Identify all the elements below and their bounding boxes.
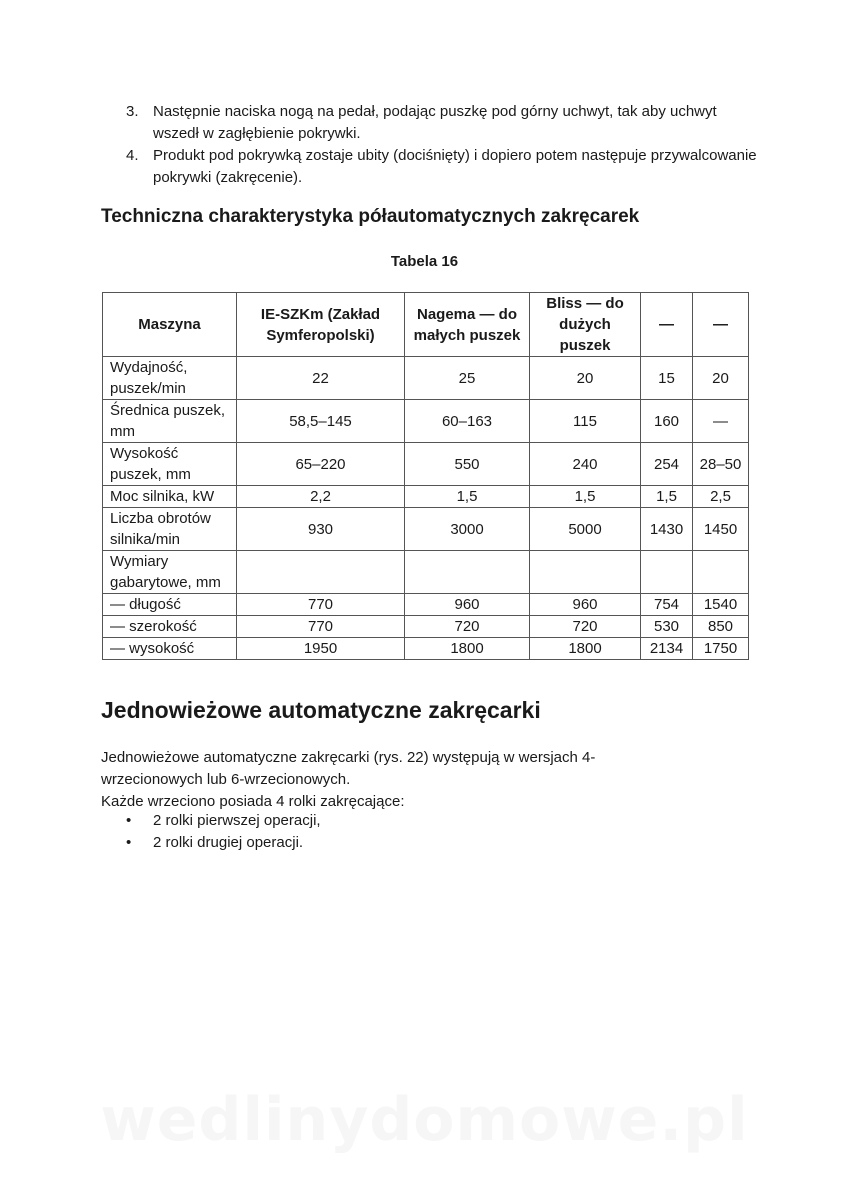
table-cell: [405, 551, 530, 594]
table-row: [103, 357, 749, 400]
table-cell: 770: [237, 594, 405, 616]
main-heading: Jednowieżowe automatyczne zakręcarki: [101, 697, 541, 723]
list-item: [126, 145, 766, 189]
table-cell: 22: [237, 357, 405, 400]
header-cell: IE-SZKm (Zakład Symferopolski): [237, 293, 405, 357]
table-cell: 754: [641, 594, 693, 616]
table-row: [103, 551, 749, 594]
table-cell: 930: [237, 508, 405, 551]
paragraph-line: Każde wrzeciono posiada 4 rolki zakręcające:: [101, 793, 405, 810]
header-cell: —: [641, 293, 693, 357]
paragraph-line: Jednowieżowe automatyczne zakręcarki (rys. 22) występują w wersjach 4-wrzecionowych lub 6-wrzecionowych.: [101, 749, 596, 788]
row-label: — wysokość: [103, 638, 237, 660]
table-header-row: [103, 293, 749, 357]
row-label: — szerokość: [103, 616, 237, 638]
table-row: [103, 400, 749, 443]
spec-table: [102, 292, 749, 660]
table-cell: 550: [405, 443, 530, 486]
list-item: [126, 832, 321, 854]
table-cell: 115: [530, 400, 641, 443]
table-cell: 1,5: [641, 486, 693, 508]
table-cell: 1800: [530, 638, 641, 660]
table-row: [103, 443, 749, 486]
table-cell: 5000: [530, 508, 641, 551]
table-cell: 530: [641, 616, 693, 638]
bullet-icon: •: [126, 834, 132, 851]
table-cell: 20: [693, 357, 749, 400]
table-cell: 720: [530, 616, 641, 638]
table-cell: 1450: [693, 508, 749, 551]
header-cell: Bliss — do dużych puszek: [530, 293, 641, 357]
table-cell: 1,5: [405, 486, 530, 508]
table-cell: 28–50: [693, 443, 749, 486]
table-cell: 960: [405, 594, 530, 616]
table-row: [103, 486, 749, 508]
table-cell: 2,5: [693, 486, 749, 508]
list-text: Produkt pod pokrywką zostaje ubity (dociśnięty) i dopiero potem następuje przywalcowanie pokrywki (zakręcenie).: [153, 147, 757, 186]
table-cell: 2134: [641, 638, 693, 660]
table-cell: 60–163: [405, 400, 530, 443]
table-cell: 720: [405, 616, 530, 638]
table-cell: 770: [237, 616, 405, 638]
table-row: [103, 638, 749, 660]
table-cell: 25: [405, 357, 530, 400]
table-cell: 850: [693, 616, 749, 638]
table-cell: 960: [530, 594, 641, 616]
section-heading: Techniczna charakterystyka półautomatycznych zakręcarek: [101, 206, 640, 227]
table-cell: [237, 551, 405, 594]
table-cell: 1430: [641, 508, 693, 551]
list-text: 2 rolki drugiej operacji.: [153, 834, 304, 851]
table-cell: —: [693, 400, 749, 443]
list-item: [126, 810, 321, 832]
table-cell: [530, 551, 641, 594]
table-cell: 1,5: [530, 486, 641, 508]
header-cell: Nagema — do małych puszek: [405, 293, 530, 357]
row-label: Średnica puszek, mm: [103, 400, 237, 443]
table-cell: 1540: [693, 594, 749, 616]
table-row: [103, 616, 749, 638]
row-label: Wysokość puszek, mm: [103, 443, 237, 486]
table-cell: 2,2: [237, 486, 405, 508]
table-cell: [693, 551, 749, 594]
list-number: 4.: [126, 147, 139, 164]
table-cell: 1750: [693, 638, 749, 660]
row-label: Moc silnika, kW: [103, 486, 237, 508]
table-cell: 3000: [405, 508, 530, 551]
table-caption: Tabela 16: [390, 253, 459, 270]
row-label: Wymiary gabarytowe, mm: [103, 551, 237, 594]
table-row: [103, 594, 749, 616]
row-label: — długość: [103, 594, 237, 616]
watermark: wedlinydomowe.pl: [100, 1085, 749, 1155]
table-cell: 1800: [405, 638, 530, 660]
table-row: [103, 508, 749, 551]
table-cell: 254: [641, 443, 693, 486]
table-cell: 58,5–145: [237, 400, 405, 443]
header-cell: —: [693, 293, 749, 357]
table-cell: [641, 551, 693, 594]
bullet-icon: •: [126, 812, 132, 829]
body-paragraph: [101, 747, 661, 813]
list-item: [126, 101, 766, 145]
bullet-list: [126, 810, 321, 854]
row-label: Wydajność, puszek/min: [103, 357, 237, 400]
row-label: Liczba obrotów silnika/min: [103, 508, 237, 551]
table-cell: 1950: [237, 638, 405, 660]
numbered-steps: [126, 101, 766, 189]
list-text: 2 rolki pierwszej operacji,: [153, 812, 321, 829]
header-cell: Maszyna: [103, 293, 237, 357]
list-text: Następnie naciska nogą na pedał, podając puszkę pod górny uchwyt, tak aby uchwyt wszedł w zagłębienie pokrywki.: [153, 103, 717, 142]
table-cell: 65–220: [237, 443, 405, 486]
table-cell: 160: [641, 400, 693, 443]
table-cell: 15: [641, 357, 693, 400]
table-cell: 20: [530, 357, 641, 400]
list-number: 3.: [126, 103, 139, 120]
table-cell: 240: [530, 443, 641, 486]
